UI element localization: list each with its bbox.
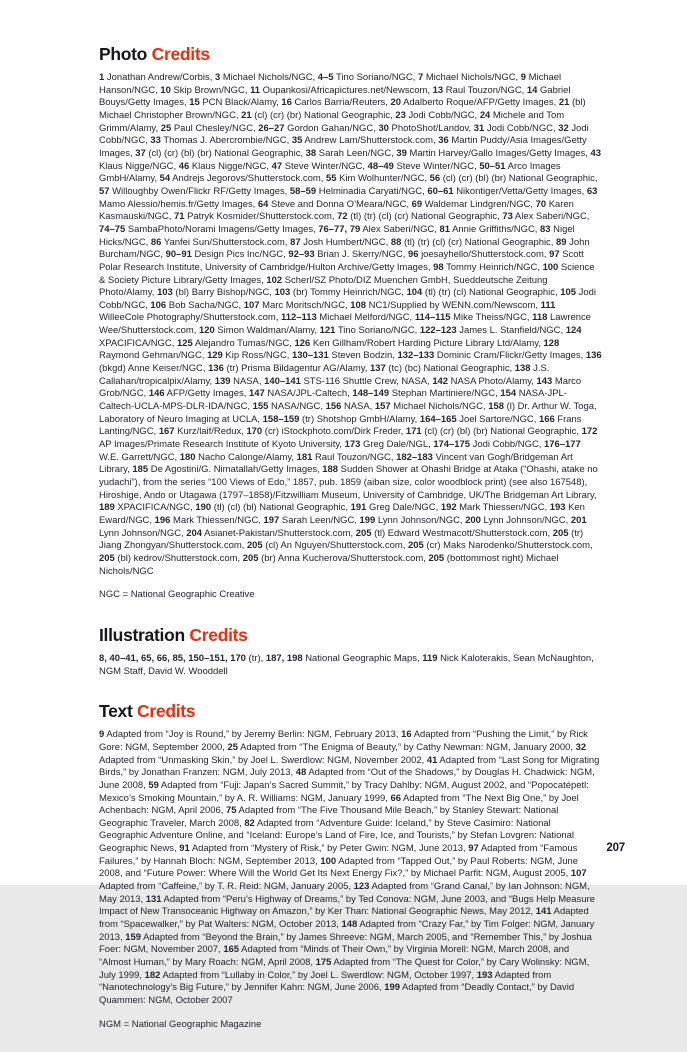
- text-credits-title-red: Credits: [137, 701, 196, 722]
- ngc-abbreviation-note: NGC = National Geographic Creative: [99, 589, 255, 601]
- section-illustration-credits: [99, 625, 602, 678]
- text-credits-title-black: Text: [99, 701, 133, 722]
- illustration-credits-title: [99, 625, 602, 646]
- illustration-credits-title-black: Illustration: [99, 624, 185, 645]
- text-credits-title: [99, 701, 602, 722]
- photo-credits-title-black: Photo: [99, 44, 148, 64]
- illustration-credits-text: 8, 40–41, 65, 66, 85, 150–151, 170 (tr), 187, 198 National Geographic Maps, 119 Nick Kaloterakis, Sean McNaughton, NGM Staff, David W. Wooddell: [99, 652, 594, 677]
- page-number: 207: [606, 842, 625, 854]
- illustration-credits-title-red: Credits: [189, 624, 248, 645]
- ngm-abbreviation-note: NGM = National Geographic Magazine: [99, 1018, 262, 1030]
- page-content: [99, 44, 602, 1052]
- photo-credits-title: [99, 44, 602, 65]
- section-text-credits: [99, 701, 602, 1031]
- photo-credits-text: 1 Jonathan Andrew/Corbis, 3 Michael Nichols/NGC, 4–5 Tino Soriano/NGC, 7 Michael Nichols/NGC, 9 Michael Hanson/NGC, 10 Skip Brown/NGC, 11 Oupankosi/Africapictures.net/Newscom, 13 Raul Touzon/NGC, 14 Gabriel Bouys/Getty Images, 15 PCN Black/Alamy, 16 Carlos Barria/Reuters, 20 Adalberto Roque/AFP/Getty Images, 21 (bl) Michael Christopher Brown/NGC, 21 (cl) (cr) (br) National Geographic, 23 Jodi Cobb/NGC, 24 Michele and Tom Grimm/Alamy, 25 Paul Chesley/NGC, 26–27 Gordon Gahan/NGC, 30 PhotoShot/Landov, 31 Jodi Cobb/NGC, 32 Jodi Cobb/NGC, 33 Thomas J. Abercrombie/NGC, 35 Andrew Lam/Shutterstock.com, 36 Martin Puddy/Asia Images/Getty Images, 37 (cl) (cr) (bl) (br) National Geographic, 38 Sarah Leen/NGC, 39 Martin Harvey/Gallo Images/Getty Images, 43 Klaus Nigge/NGC, 46 Klaus Nigge/NGC, 47 Steve Winter/NGC, 48–49 Steve Winter/NGC, 50–51 Arco Images GmbH/Alamy, 54 Andrejs Jegorovs/Shutterstock.com, 55 Kim Wolhunter/NGC, 56 (cl) (cr) (bl) (br) National Geographic, 57 Willoughby Owen/Flickr RF/Getty Images, 58–59 Helminadia Caryati/NGC, 60–61 Nikontiger/Vetta/Getty Images, 63 Mamo Alessio/hemis.fr/Getty Images, 64 Steve and Donna O’Meara/NGC, 69 Waldemar Lindgren/NGC, 70 Karen Kasmauski/NGC, 71 Patryk Kosmider/Shutterstock.com, 72 (tl) (tr) (cl) (cr) National Geographic, 73 Alex Saberi/NGC, 74–75 SambaPhoto/Norami Imagens/Getty Images, 76–77, 79 Alex Saberi/NGC, 81 Annie Griffiths/NGC, 83 Nigel Hicks/NGC, 86 Yanfei Sun/Shutterstock.com, 87 Josh Humbert/NGC, 88 (tl) (tr) (cl) (cr) National Geographic, 89 John Burcham/NGC, 90–91 Design Pics Inc/NGC, 92–93 Brian J. Skerry/NGC, 96 joesayhello/Shutterstock.com, 97 Scott Polar Research Institute, University of Cambridge/Hulton Archive/Getty Images, 98 Tommy Heinrich/NGC, 100 Science & Society Picture Library/Getty Images, 102 Scherl/SZ Photo/DIZ Muenchen GmbH, Sueddeutsche Zeitung Photo/Alamy, 103 (bl) Barry Bishop/NGC, 103 (br) Tommy Heinrich/NGC, 104 (tl) (tr) (cl) National Geographic, 105 Jodi Cobb/NGC, 106 Bob Sacha/NGC, 107 Marc Moritsch/NGC, 108 NC1/Supplied by WENN.com/Newscom, 111 WilleeCole Photography/Shutterstock.com, 112–113 Michael Melford/NGC, 114–115 Mike Theiss/NGC, 118 Lawrence Wee/Shutterstock.com, 120 Simon Waldman/Alamy, 121 Tino Soriano/NGC, 122–123 James L. Stanfield/NGC, 124 XPACIFICA/NGC, 125 Alejandro Tumas/NGC, 126 Ken Gillham/Robert Harding Picture Library Ltd/Alamy, 128 Raymond Gehman/NGC, 129 Kip Ross/NGC, 130–131 Steven Bodzin, 132–133 Dominic Cram/Flickr/Getty Images, 136 (bkgd) Anne Keiser/NGC, 136 (tr) Prisma Bildagentur AG/Alamy, 137 (tc) (bc) National Geographic, 138 J.S. Callahan/tropicalpix/Alamy, 139 NASA, 140–141 STS-116 Shuttle Crew, NASA, 142 NASA Photo/Alamy, 143 Marco Grob/NGC, 146 AFP/Getty Images, 147 NASA/JPL-Caltech, 148–149 Stephan Martiniere/NGC, 154 NASA-JPL-Caltech-UCLA-MPS-DLR-IDA/NGC, 155 NASA/NGC, 156 NASA, 157 Michael Nichols/NGC, 158 (l) Dr. Arthur W. Toga, Laboratory of Neuro Imaging at UCLA, 158–159 (tr) Shotshop GmbH/Alamy, 164–165 Joel Sartore/NGC, 166 Frans Lanting/NGC, 167 Kurz/laif/Redux, 170 (cr) iStockphoto.com/Dirk Freder, 171 (cl) (cr) (bl) (br) National Geographic, 172 AP Images/Primate Research Institute of Kyoto University, 173 Greg Dale/NGL, 174–175 Jodi Cobb/NGC, 176–177 W.E. Garrett/NGC, 180 Nacho Calonge/Alamy, 181 Raul Touzon/NGC, 182–183 Vincent van Gogh/Bridgeman Art Library, 185 De Agostini/G. Nimatallah/Getty Images, 188 Sudden Shower at Ohashi Bridge at Ataka (“Ohashi, atake no yudachi”), from the series “100 Views of Edo,” 1857, pub. 1859 (aiban size, color woodblock print) (see also 167548), Hiroshige, Ando or Utagawa (1797–1858)/Fitzwilliam Museum, University of Cambridge, UK/The Bridgeman Art Library, 189 XPACIFICA/NGC, 190 (tl) (cl) (bl) National Geographic, 191 Greg Dale/NGC, 192 Mark Thiessen/NGC, 193 Ken Eward/NGC, 196 Mark Thiessen/NGC, 197 Sarah Leen/NGC, 199 Lynn Johnson/NGC, 200 Lynn Johnson/NGC, 201 Lynn Johnson/NGC, 204 Asianet-Pakistan/Shutterstock.com, 205 (tl) Edward Westmacott/Shutterstock.com, 205 (tr) Jiang Zhongyan/Shutterstock.com, 205 (cl) An Nguyen/Shutterstock.com, 205 (cr) Maks Narodenko/Shutterstock.com, 205 (bl) kedrov/Shutterstock.com, 205 (br) Anna Kucherova/Shutterstock.com, 205 (bottommost right) Michael Nichols/NGC: [99, 72, 602, 577]
- photo-credits-title-red: Credits: [151, 44, 210, 64]
- text-credits-text: 9 Adapted from “Joy is Round,” by Jeremy Berlin: NGM, February 2013, 16 Adapted from “Pushing the Limit,” by Rick Gore: NGM, September 2000, 25 Adapted from “The Enigma of Beauty,” by Cathy Newman: NGM, January 2000, 32 Adapted from “Unmasking Skin,” by Joel L. Swerdlow: NGM, November 2002, 41 Adapted from “Last Song for Migrating Birds,” by Jonathan Franzen: NGM, July 2013, 48 Adapted from “Out of the Shadows,” by Douglas H. Chadwick: NGM, June 2008, 59 Adapted from “Fuji: Japan’s Sacred Summit,” by Tracy Dahlby: NGM, August 2002, and “Popocatépetl: Mexico’s Smoking Mountain,” by A. R. Williams: NGM, January 1999, 66 Adapted from “The Next Big One,” by Joel Achenbach: NGM, April 2006, 75 Adapted from “The Five Thousand Mile Beach,” by Stanley Stewart: National Geographic Traveler, March 2008, 82 Adapted from “Adventure Guide: Iceland,” by Steve Casimiro: National Geographic Adventure Online, and “Iceland: Europe’s Land of Fire, Ice, and Tourists,” by Stefan Lovgren: National Geographic News, 91 Adapted from “Mystery of Risk,” by Peter Gwin: NGM, June 2013, 97 Adapted from “Famous Failures,” by Hannah Bloch: NGM, September 2013, 100 Adapted from “Tapped Out,” by Paul Roberts: NGM, June 2008, and “Future Power: Where Will the World Get Its Next Energy Fix?,” by Michael Parfit: NGM, August 2005, 107 Adapted from “Caffeine,” by T. R. Reid: NGM, January 2005, 123 Adapted from “Grand Canal,” by Ian Johnson: NGM, May 2013, 131 Adapted from “Peru’s Highway of Dreams,” by Ted Conova: NGM, June 2003, and “Bugs Help Measure Impact of New Transoceanic Highway on Amazon,” by Ker Than: National Geographic News, May 2012, 141 Adapted from “Spacewalker,” by Pat Walters: NGM, October 2013, 148 Adapted from “Crazy Far,” by Tim Folger: NGM, January 2013, 159 Adapted from “Beyond the Brain,” by James Shreeve: NGM, March 2005, and “Remember This,” by Joshua Foer: NGM, November 2007, 165 Adapted from “Minds of Their Own,” by Virginia Morell: NGM, March 2008, and “Almost Human,” by Mary Roach: NGM, April 2008, 175 Adapted from “The Quest for Color,” by Cary Wolinsky: NGM, July 1999, 182 Adapted from “Lullaby in Color,” by Joel L. Swerdlow: NGM, October 1997, 193 Adapted from “Nanotechnology’s Big Future,” by Jennifer Kahn: NGM, June 2006, 199 Adapted from “Deadly Contact,” by David Quammen: NGM, October 2007: [99, 729, 600, 1006]
- section-photo-credits: [99, 44, 602, 602]
